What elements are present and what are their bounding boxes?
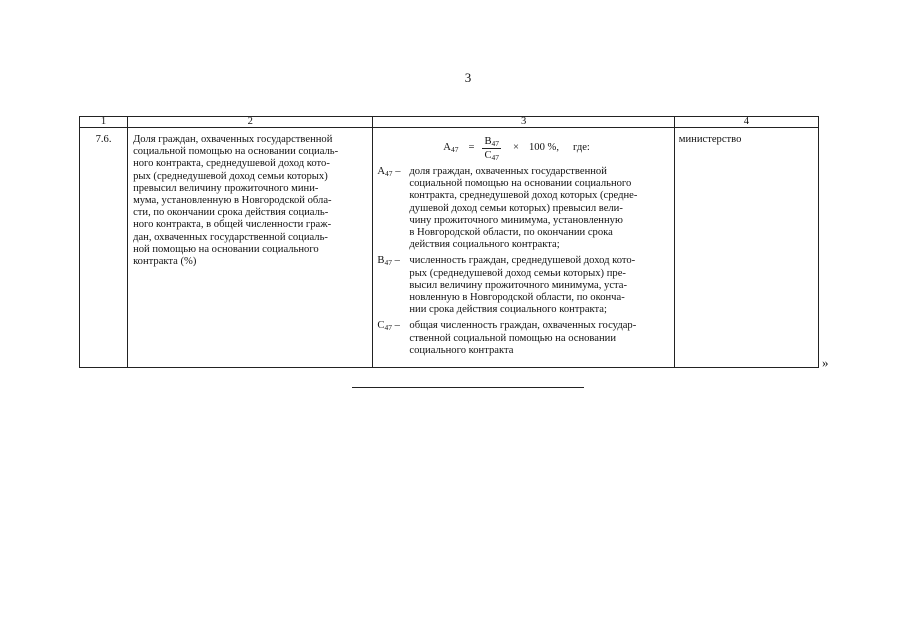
closing-quote: » [822,355,829,370]
responsible-body: министерство [674,128,818,368]
calculation-method [373,128,674,368]
formula [363,132,669,164]
definition-item [377,320,669,357]
formula-where: где: [573,141,590,153]
definition-line: ственной социальной помощью на основании [409,332,616,344]
indicator-name [128,128,373,368]
definition-line: доля граждан, охваченных государственной [409,166,607,177]
definition-line: социальной помощью на основании социального [409,178,632,190]
indicator-name-line: Доля граждан, охваченных государственной [133,134,333,145]
column-header-1: 1 [80,117,128,128]
definition-description [409,255,669,316]
indicator-name-line: превысил величину прожиточного мини- [133,182,319,194]
formula-lhs: $A_{47}$ [443,141,459,154]
definition-description [409,320,669,357]
definition-line: действия социального контракта; [409,239,560,251]
definition-term: $A_{47}$ – [377,166,401,178]
indicator-name-line: ного контракта, в общей численности граж- [133,219,332,231]
formula-times: × [513,141,519,153]
definition-item [377,255,669,316]
formula-fraction [482,136,501,161]
definition-line: рых (среднедушевой доход семьи которых) пре- [409,267,626,279]
indicator-name-line: дан, охваченных государственной социаль- [133,231,328,243]
indicator-name-lines [133,134,366,268]
item-number: 7.6. [80,128,128,368]
definition-line: душевой доход семьи которых) превысил вели- [409,202,623,214]
table-row [80,128,819,368]
formula-denominator: $C_{47}$ [484,149,500,162]
definition-line: нии срока действия социального контракта; [409,304,607,316]
definition-line: чину прожиточного минимума, установленную [409,214,623,226]
indicator-name-line: рых (среднедушевой доход семьи которых) [133,170,328,182]
definition-line: в Новгородской области, по окончании срока [409,227,613,239]
column-header-2: 2 [128,117,373,128]
indicator-name-line: ного контракта, среднедушевой доход кото- [133,158,330,170]
definition-line: высил величину прожиточного минимума, уста- [409,279,628,291]
indicator-table [79,116,819,368]
definitions-list [377,166,669,357]
definition-line: новленную в Новгородской области, по оконча- [409,292,625,304]
formula-numerator: $B_{47}$ [484,135,500,148]
table-header-row [80,117,819,128]
definition-line: общая численность граждан, охваченных государ- [409,320,637,332]
definition-item [377,166,669,251]
definition-term: $C_{47}$ – [377,320,400,333]
definition-term: $B_{47}$ – [377,255,400,268]
formula-eq: = [468,141,475,153]
formula-percent: 100 %, [529,141,560,153]
indicator-name-line: контракта (%) [133,256,197,268]
bottom-rule [352,387,584,388]
definition-line: социального контракта [409,344,514,356]
definition-line: численность граждан, среднедушевой доход кото- [409,255,636,267]
indicator-name-line: сти, по окончании срока действия социаль- [133,207,329,219]
indicator-name-line: социальной помощью на основании социаль- [133,146,339,158]
column-header-3: 3 [373,117,674,128]
definition-line: контракта, среднедушевой доход которых (средне- [409,190,638,202]
indicator-name-line: ной помощью на основании социального [133,243,319,255]
page-number: 3 [464,70,472,85]
indicator-name-line: мума, установленную в Новгородской обла- [133,195,332,207]
column-header-4: 4 [674,117,818,128]
definition-description [409,166,669,251]
